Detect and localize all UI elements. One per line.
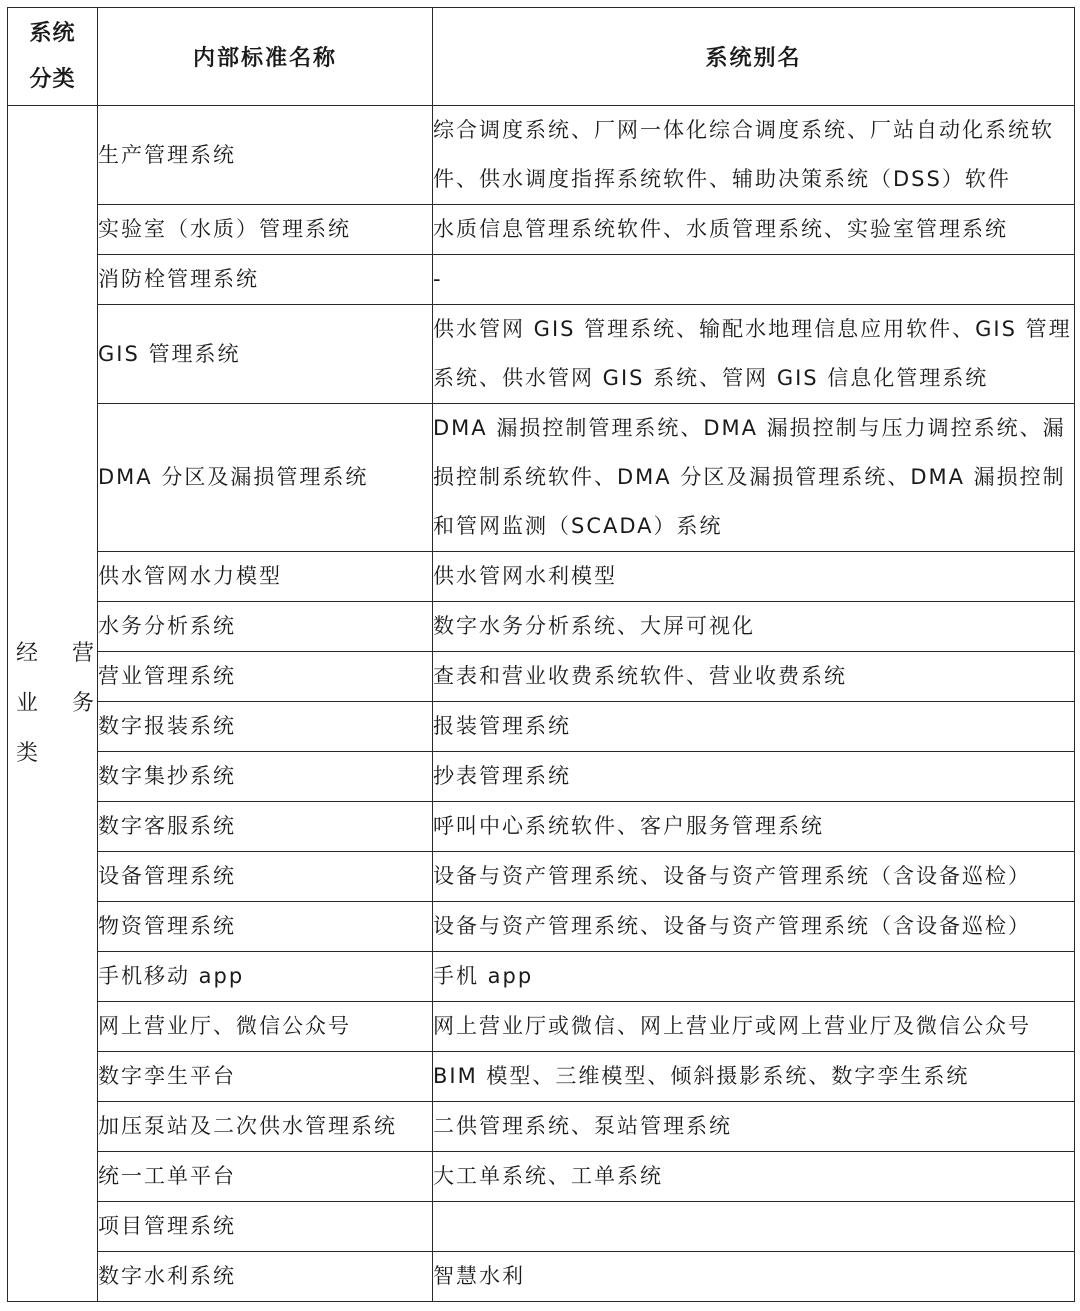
row-name: 水务分析系统 (98, 602, 433, 652)
header-category-line2: 分类 (29, 66, 76, 92)
row-name: 生产管理系统 (98, 106, 433, 205)
row-name: 数字集抄系统 (98, 752, 433, 802)
row-alias: DMA 漏损控制管理系统、DMA 漏损控制与压力调控系统、漏损控制系统软件、DMA 分区及漏损管理系统、DMA 漏损控制和管网监测（SCADA）系统 (433, 404, 1075, 552)
row-name: 加压泵站及二次供水管理系统 (98, 1102, 433, 1152)
row-name: 网上营业厅、微信公众号 (98, 1002, 433, 1052)
table-row (8, 255, 1075, 305)
row-name: 营业管理系统 (98, 652, 433, 702)
row-alias: - (433, 255, 1075, 305)
table-row (8, 602, 1075, 652)
table-row (8, 1002, 1075, 1052)
row-name: 设备管理系统 (98, 852, 433, 902)
row-alias: 报装管理系统 (433, 702, 1075, 752)
row-name: 数字客服系统 (98, 802, 433, 852)
system-classification-table (7, 7, 1075, 1302)
category-line3: 类 (16, 740, 39, 766)
row-alias: 智慧水利 (433, 1252, 1075, 1302)
row-name: 供水管网水力模型 (98, 552, 433, 602)
row-alias: 水质信息管理系统软件、水质管理系统、实验室管理系统 (433, 205, 1075, 255)
category-line2: 业 务 (16, 690, 94, 716)
row-alias: 数字水务分析系统、大屏可视化 (433, 602, 1075, 652)
row-alias (433, 1202, 1075, 1252)
row-name: 实验室（水质）管理系统 (98, 205, 433, 255)
row-name: 手机移动 app (98, 952, 433, 1002)
table-row (8, 305, 1075, 404)
row-alias: 供水管网水利模型 (433, 552, 1075, 602)
row-name: 项目管理系统 (98, 1202, 433, 1252)
row-alias: 呼叫中心系统软件、客户服务管理系统 (433, 802, 1075, 852)
table-row (8, 902, 1075, 952)
row-name: DMA 分区及漏损管理系统 (98, 404, 433, 552)
table-row (8, 702, 1075, 752)
table-row (8, 652, 1075, 702)
row-name: 消防栓管理系统 (98, 255, 433, 305)
table-header-row (8, 8, 1075, 106)
header-internal-name: 内部标准名称 (98, 8, 433, 106)
row-alias: 二供管理系统、泵站管理系统 (433, 1102, 1075, 1152)
header-category-line1: 系统 (29, 20, 76, 46)
row-alias: 供水管网 GIS 管理系统、输配水地理信息应用软件、GIS 管理系统、供水管网 GIS 系统、管网 GIS 信息化管理系统 (433, 305, 1075, 404)
table-row (8, 802, 1075, 852)
table-row (8, 205, 1075, 255)
table-row (8, 106, 1075, 205)
row-alias: 大工单系统、工单系统 (433, 1152, 1075, 1202)
table-row (8, 404, 1075, 552)
row-alias: 查表和营业收费系统软件、营业收费系统 (433, 652, 1075, 702)
row-name: 物资管理系统 (98, 902, 433, 952)
table-row (8, 1202, 1075, 1252)
row-alias: 手机 app (433, 952, 1075, 1002)
table-row (8, 1252, 1075, 1302)
row-alias: 设备与资产管理系统、设备与资产管理系统（含设备巡检） (433, 852, 1075, 902)
row-name: 统一工单平台 (98, 1152, 433, 1202)
row-name: 数字报装系统 (98, 702, 433, 752)
row-name: 数字水利系统 (98, 1252, 433, 1302)
table-row (8, 1052, 1075, 1102)
category-line1: 经 营 (16, 640, 94, 666)
row-name: GIS 管理系统 (98, 305, 433, 404)
table-row (8, 752, 1075, 802)
row-alias: 抄表管理系统 (433, 752, 1075, 802)
category-cell (8, 106, 98, 1302)
row-alias: 网上营业厅或微信、网上营业厅或网上营业厅及微信公众号 (433, 1002, 1075, 1052)
row-alias: BIM 模型、三维模型、倾斜摄影系统、数字孪生系统 (433, 1052, 1075, 1102)
row-alias: 设备与资产管理系统、设备与资产管理系统（含设备巡检） (433, 902, 1075, 952)
table-row (8, 552, 1075, 602)
table-row (8, 952, 1075, 1002)
table-row (8, 852, 1075, 902)
table-row (8, 1152, 1075, 1202)
header-category (8, 8, 98, 106)
header-system-alias: 系统别名 (433, 8, 1075, 106)
row-name: 数字孪生平台 (98, 1052, 433, 1102)
row-alias: 综合调度系统、厂网一体化综合调度系统、厂站自动化系统软件、供水调度指挥系统软件、辅助决策系统（DSS）软件 (433, 106, 1075, 205)
table-row (8, 1102, 1075, 1152)
